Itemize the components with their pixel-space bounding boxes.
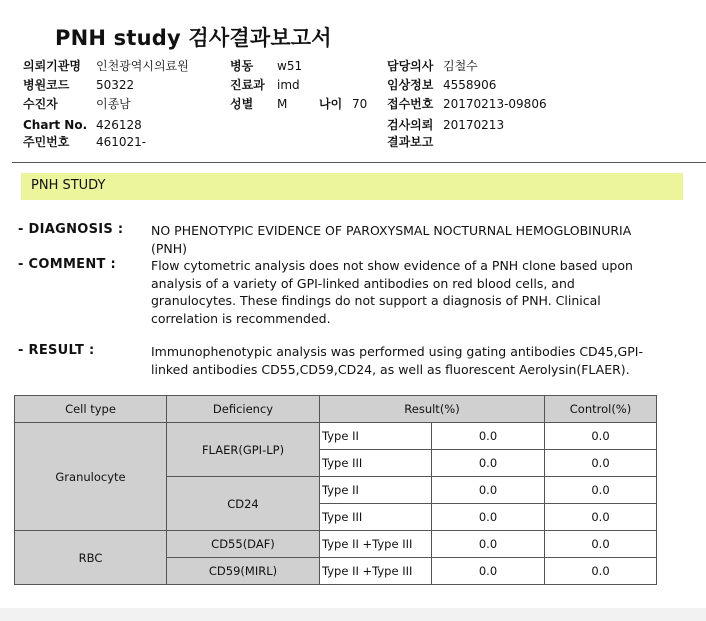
doctor-value: 김철수	[443, 59, 478, 73]
department-label: 진료과	[230, 78, 265, 92]
diagnosis-text: NO PHENOTYPIC EVIDENCE OF PAROXYSMAL NOCTURNAL HEMOGLOBINURIA (PNH)	[151, 223, 632, 256]
hospital-code-value: 50322	[96, 78, 135, 92]
cell-result: 0.0	[432, 504, 545, 531]
header-cell-type: Cell type	[15, 396, 167, 423]
comment-text: Flow cytometric analysis does not show evidence of a PNH clone based upon analysis of a variety of GPI-linked antibodies on red blood cells, and granulocytes. These findings do not support a diagnosis of PNH. Clinical correlation is recommended.	[151, 258, 633, 326]
age-value: 70	[352, 97, 368, 111]
cell-type: Type II +Type III	[320, 531, 432, 558]
cell-result: 0.0	[432, 558, 545, 585]
hospital-code-label: 병원코드	[23, 78, 70, 92]
chart-no-label: Chart No.	[23, 118, 88, 132]
receipt-no-label: 접수번호	[387, 97, 434, 111]
cell-result: 0.0	[432, 531, 545, 558]
cell-control: 0.0	[545, 504, 657, 531]
cell-rbc: RBC	[15, 531, 167, 585]
cell-type: Type III	[320, 504, 432, 531]
table-row	[15, 423, 657, 450]
request-date-value: 20170213	[443, 118, 505, 132]
patient-label: 수진자	[23, 97, 58, 111]
cell-granulocyte: Granulocyte	[15, 423, 167, 531]
result-label: - RESULT :	[18, 343, 95, 358]
resident-id-value: 461021-	[96, 135, 147, 149]
cell-control: 0.0	[545, 423, 657, 450]
header-deficiency: Deficiency	[167, 396, 320, 423]
cell-result: 0.0	[432, 450, 545, 477]
header-result: Result(%)	[320, 396, 545, 423]
cell-control: 0.0	[545, 531, 657, 558]
cell-type: Type II +Type III	[320, 558, 432, 585]
cell-control: 0.0	[545, 558, 657, 585]
cell-type: Type III	[320, 450, 432, 477]
request-date-label: 검사의뢰	[387, 118, 434, 132]
comment-label: - COMMENT :	[18, 257, 117, 272]
table-row	[15, 531, 657, 558]
department-value: imd	[277, 78, 300, 92]
age-label: 나이	[319, 97, 343, 111]
section-banner	[21, 173, 683, 200]
hospital-label: 의뢰기관명	[23, 59, 81, 73]
sex-value: M	[277, 97, 288, 111]
ward-value: w51	[277, 59, 303, 73]
cell-result: 0.0	[432, 423, 545, 450]
cell-control: 0.0	[545, 450, 657, 477]
cell-cd59: CD59(MIRL)	[167, 558, 320, 585]
header-control: Control(%)	[545, 396, 657, 423]
patient-value: 이종남	[96, 97, 131, 111]
resident-id-label: 주민번호	[23, 135, 70, 149]
cell-result: 0.0	[432, 477, 545, 504]
cell-flaer: FLAER(GPI-LP)	[167, 423, 320, 477]
receipt-no-value: 20170213-09806	[443, 97, 547, 111]
cell-control: 0.0	[545, 477, 657, 504]
report-title: PNH study 검사결과보고서	[55, 26, 332, 50]
result-text: Immunophenotypic analysis was performed using gating antibodies CD45,GPI-linked antibodies CD55,CD59,CD24, as well as fluorescent Aerolysin(FLAER).	[151, 344, 643, 377]
report-date-label: 결과보고	[387, 135, 434, 149]
table-header-row	[15, 396, 657, 423]
section-title: PNH STUDY	[31, 178, 106, 193]
result-table	[14, 395, 657, 585]
doctor-label: 담당의사	[387, 59, 434, 73]
cell-type: Type II	[320, 423, 432, 450]
chart-no-value: 426128	[96, 118, 142, 132]
cell-type: Type II	[320, 477, 432, 504]
clinical-info-value: 4558906	[443, 78, 497, 92]
cell-cd55: CD55(DAF)	[167, 531, 320, 558]
header-divider	[12, 162, 706, 163]
sex-label: 성별	[230, 97, 254, 111]
cell-cd24: CD24	[167, 477, 320, 531]
diagnosis-label: - DIAGNOSIS :	[18, 222, 124, 237]
ward-label: 병동	[230, 59, 254, 73]
hospital-value: 인천광역시의료원	[96, 59, 189, 73]
clinical-info-label: 임상정보	[387, 78, 434, 92]
